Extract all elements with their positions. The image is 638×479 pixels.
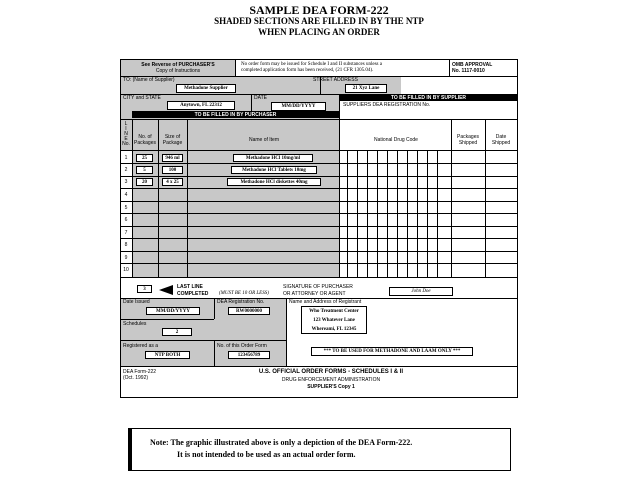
page-title: SAMPLE DEA FORM-222 — [249, 3, 389, 17]
order-no-label: No. of this Order Form — [217, 343, 267, 349]
row-number: 10 — [123, 267, 129, 273]
col-item-header: Name of Item — [248, 137, 279, 143]
street-address-field[interactable]: 21 Xyz Lane — [345, 84, 387, 93]
registered-as-field[interactable]: NTP BOTH — [145, 351, 190, 359]
city-state-field[interactable]: Anytown, FL 22312 — [167, 101, 235, 110]
col-packages-header: No. of Packages — [134, 134, 156, 146]
note-line-1: Note: The graphic illustrated above is only a depiction of the DEA Form-222. — [150, 438, 413, 447]
item-field[interactable]: Methadone HCl 10mg/ml — [233, 154, 313, 162]
note-line-2: It is not intended to be used as an actual order form. — [177, 450, 356, 459]
order-no-field[interactable]: 123456789 — [228, 351, 270, 359]
omb-number: No. 1117-0010 — [452, 68, 485, 74]
methadone-only-notice: *** TO BE USED FOR METHADONE AND LAAM ONLY *** — [311, 347, 473, 356]
last-line-field[interactable]: 3 — [137, 285, 152, 293]
col-date-shipped-header: Date Shipped — [491, 134, 511, 146]
row-number: 3 — [124, 179, 128, 185]
copy-instructions-label: Copy of Instructions — [155, 68, 201, 74]
size-field[interactable]: 4 x 25 — [162, 178, 183, 186]
footer-title: U.S. OFFICIAL ORDER FORMS - SCHEDULES I & II — [258, 369, 404, 375]
row-number: 7 — [124, 230, 128, 236]
page-subtitle-2: WHEN PLACING AN ORDER — [258, 27, 380, 37]
date-field[interactable]: MM/DD/YYYY — [271, 102, 326, 111]
form-id: DEA Form-222 — [123, 369, 157, 375]
schedules-label: Schedules — [123, 321, 147, 327]
must-be-note: (MUST BE 10 OR LESS) — [219, 291, 269, 296]
attorney-label: OR ATTORNEY OR AGENT — [283, 291, 346, 297]
page-subtitle: SHADED SECTIONS ARE FILLED IN BY THE NTP — [214, 16, 424, 26]
street-address-label: STREET ADDRESS — [313, 77, 358, 83]
row-number: 5 — [124, 205, 128, 211]
city-state-label: CITY and STATE — [123, 95, 161, 101]
disclaimer-note — [128, 428, 511, 471]
purchaser-fill-header: TO BE FILLED IN BY PURCHASER — [194, 112, 277, 118]
supplier-fill-header: TO BE FILLED IN BY SUPPLIER — [390, 95, 467, 101]
registered-as-label: Registered as a — [123, 343, 159, 349]
col-ndc-header: National Drug Code — [374, 137, 418, 143]
supplier-reg-label: SUPPLIERS DEA REGISTRATION No. — [343, 102, 431, 108]
form-date: (Oct. 1992) — [123, 375, 149, 381]
to-supplier-label: TO: (Name of Supplier) — [123, 77, 175, 83]
dea-reg-label: DEA Registration No. — [217, 299, 265, 305]
date-issued-label: Date Issued — [123, 299, 150, 305]
last-line-label: LAST LINE — [177, 284, 203, 290]
no-order-notice-2: completed application form has been received, (21 CFR 1305.04). — [241, 68, 374, 73]
registrant-label: Name and Address of Registrant — [289, 299, 362, 305]
signature-field[interactable]: John Doe — [389, 287, 453, 296]
arrow-left-icon — [159, 285, 173, 295]
omb-approval: OMB APPROVAL — [452, 62, 493, 68]
date-issued-field[interactable]: MM/DD/YYYY — [146, 307, 200, 315]
completed-label: COMPLETED — [177, 291, 209, 297]
size-field[interactable]: 100 — [162, 166, 183, 174]
packages-field[interactable]: 5 — [136, 166, 153, 174]
schedules-field[interactable]: 2 — [162, 328, 192, 336]
size-field[interactable]: 946 ml — [162, 154, 183, 162]
item-field[interactable]: Methadone HCl Tablets 10mg — [231, 166, 317, 174]
row-number: 8 — [124, 242, 128, 248]
col-size-header: Size of Package — [162, 134, 183, 146]
col-shipped-header: Packages Shipped — [457, 134, 479, 146]
line-no-label: L I N E No. — [122, 121, 130, 147]
row-number: 2 — [124, 167, 128, 173]
footer-copy: SUPPLIER'S Copy 1 — [307, 384, 355, 390]
footer-agency: DRUG ENFORCEMENT ADMINISTRATION — [281, 377, 381, 383]
row-number: 4 — [124, 192, 128, 198]
signature-label: SIGNATURE OF PURCHASER — [283, 284, 353, 290]
dea-form-222 — [120, 59, 518, 398]
item-field[interactable]: Methadone HCl diskettes 40mg — [227, 178, 321, 186]
supplier-name-field[interactable]: Methadone Supplier — [176, 84, 236, 93]
row-number: 6 — [124, 217, 128, 223]
packages-field[interactable]: 25 — [136, 154, 153, 162]
registrant-field[interactable]: Who Treatment Center 123 Whatever Lane Whereami, FL 12345 — [301, 306, 367, 334]
row-number: 9 — [124, 255, 128, 261]
dea-reg-field[interactable]: RW0000000 — [228, 307, 270, 315]
row-number: 1 — [124, 155, 128, 161]
see-reverse-label: See Reverse of PURCHASER'S — [141, 62, 215, 68]
packages-field[interactable]: 20 — [136, 178, 153, 186]
date-label: DATE — [254, 95, 267, 101]
no-order-notice: No order form may be issued for Schedule I and II substances unless a — [241, 62, 382, 67]
